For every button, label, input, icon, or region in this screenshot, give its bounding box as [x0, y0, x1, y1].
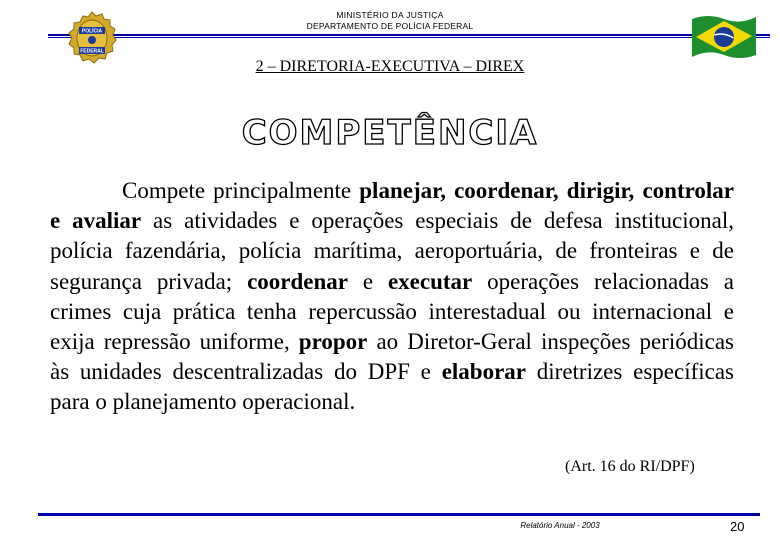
- body-bold-2: coordenar: [247, 268, 348, 294]
- article-citation: (Art. 16 do RI/DPF): [565, 458, 695, 475]
- page-number: 20: [730, 519, 745, 534]
- department-title: DEPARTAMENTO DE POLÍCIA FEDERAL: [306, 21, 474, 31]
- section-title: 2 – DIRETORIA-EXECUTIVA – DIREX: [255, 58, 525, 75]
- ministry-title: MINISTÉRIO DA JUSTIÇA: [336, 10, 444, 20]
- body-text-1: Compete principalmente: [122, 178, 360, 203]
- body-text-6: diretrizes específicas para o planejamento operacional.: [50, 359, 735, 415]
- body-bold-5: elaborar: [441, 359, 526, 385]
- competencia-heading: [0, 110, 780, 154]
- header-divider-thin: [48, 37, 770, 38]
- badge-top-text: POLÍCIA: [81, 28, 103, 35]
- body-bold-1: planejar, coordenar, dirigir, controlar e avaliar: [50, 178, 734, 234]
- footer-report-label: Relatório Anual - 2003: [520, 521, 600, 530]
- footer-divider: [38, 513, 760, 516]
- header-divider: [48, 34, 770, 36]
- body-bold-3: executar: [387, 268, 473, 294]
- body-text-5: ao Diretor-Geral inspeções periódicas às unidades descentralizadas do DPF e: [50, 329, 734, 385]
- body-text-2: as atividades e operações especiais de defesa institucional, polícia fazendária, polícia marítima, aeroportuária, de fronteiras e de segurança privada;: [50, 208, 734, 294]
- competencia-heading-text: COMPETÊNCIA: [241, 113, 539, 153]
- body-bold-4: propor: [298, 329, 368, 355]
- body-text-4: operações relacionadas a crimes cuja prática tenha repercussão interestadual ou internacional e exija repressão uniforme,: [50, 268, 734, 355]
- brazil-flag-icon: [688, 11, 760, 63]
- competence-paragraph: [50, 176, 734, 418]
- badge-bottom-text: FEDERAL: [80, 48, 104, 55]
- body-text-3: e: [347, 268, 388, 294]
